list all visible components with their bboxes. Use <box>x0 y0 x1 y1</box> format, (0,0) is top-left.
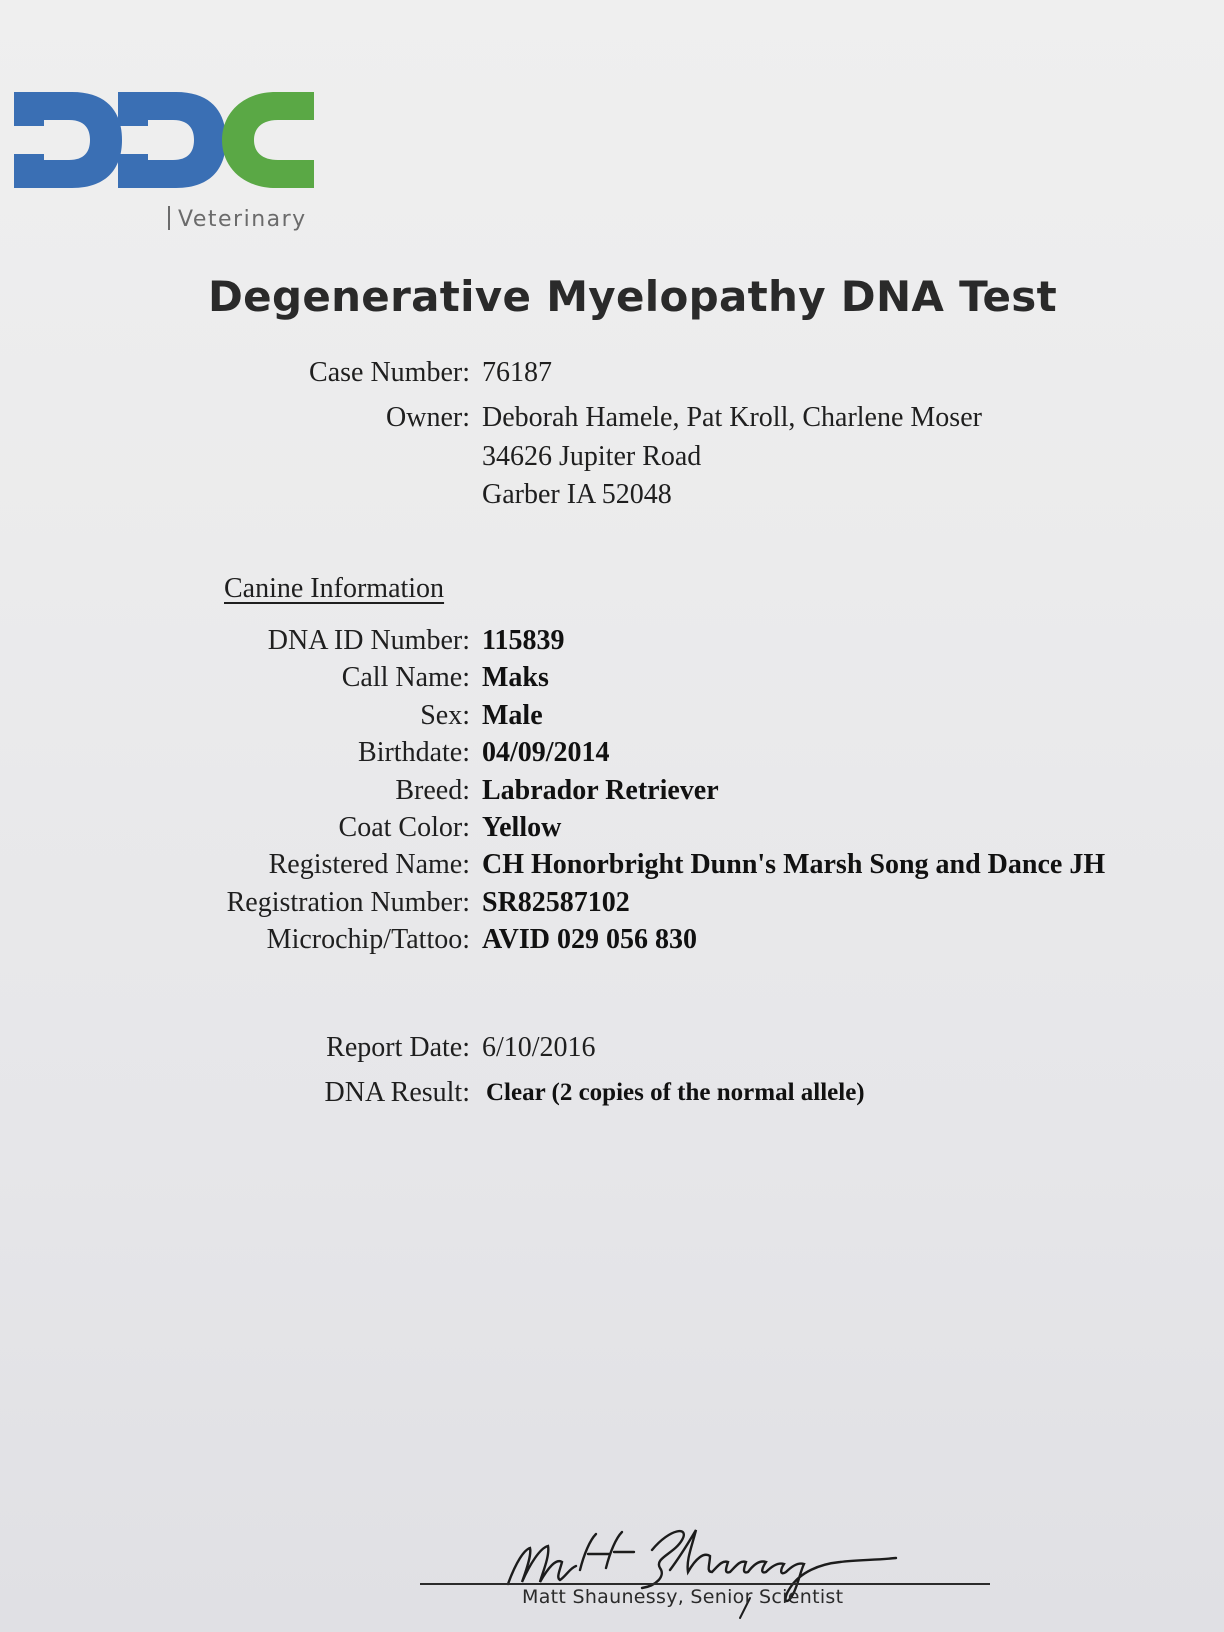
call-name-value: Maks <box>482 662 549 693</box>
sex-label: Sex: <box>420 700 470 731</box>
page-title: Degenerative Myelopathy DNA Test <box>208 272 1057 321</box>
logo-subtitle-text: Veterinary <box>178 207 307 232</box>
dna-id-label: DNA ID Number: <box>267 625 470 656</box>
dna-result-value: Clear (2 copies of the normal allele) <box>486 1079 865 1106</box>
owner-name: Deborah Hamele, Pat Kroll, Charlene Moser <box>482 402 982 433</box>
registered-name-value: CH Honorbright Dunn's Marsh Song and Dance JH <box>482 849 1106 880</box>
case-number-label: Case Number: <box>309 357 470 388</box>
dna-id-value: 115839 <box>482 625 565 656</box>
owner-label: Owner: <box>386 402 470 433</box>
microchip-label: Microchip/Tattoo: <box>266 924 470 955</box>
ddc-logo-mark <box>14 92 334 202</box>
breed-value: Labrador Retriever <box>482 775 719 806</box>
sex-value: Male <box>482 700 543 731</box>
call-name-label: Call Name: <box>341 662 470 693</box>
registration-number-value: SR82587102 <box>482 887 630 918</box>
signature-line <box>420 1583 990 1585</box>
logo-subtitle <box>168 206 307 232</box>
breed-label: Breed: <box>395 775 470 806</box>
microchip-value: AVID 029 056 830 <box>482 924 697 955</box>
registered-name-label: Registered Name: <box>268 849 470 880</box>
coat-color-value: Yellow <box>482 812 562 843</box>
coat-color-label: Coat Color: <box>338 812 470 843</box>
registration-number-label: Registration Number: <box>226 887 470 918</box>
report-date-value: 6/10/2016 <box>482 1032 596 1063</box>
birthdate-label: Birthdate: <box>358 737 470 768</box>
case-number-value: 76187 <box>482 357 552 388</box>
canine-info-heading: Canine Information <box>224 573 445 604</box>
owner-address-line1: 34626 Jupiter Road <box>482 441 702 472</box>
report-date-label: Report Date: <box>326 1032 470 1063</box>
ddc-logo <box>14 92 334 202</box>
owner-address-line2: Garber IA 52048 <box>482 479 672 510</box>
logo-divider <box>168 206 170 230</box>
dna-result-label: DNA Result: <box>324 1077 470 1108</box>
birthdate-value: 04/09/2014 <box>482 737 610 768</box>
signature-caption: Matt Shaunessy, Senior Scientist <box>522 1586 844 1608</box>
